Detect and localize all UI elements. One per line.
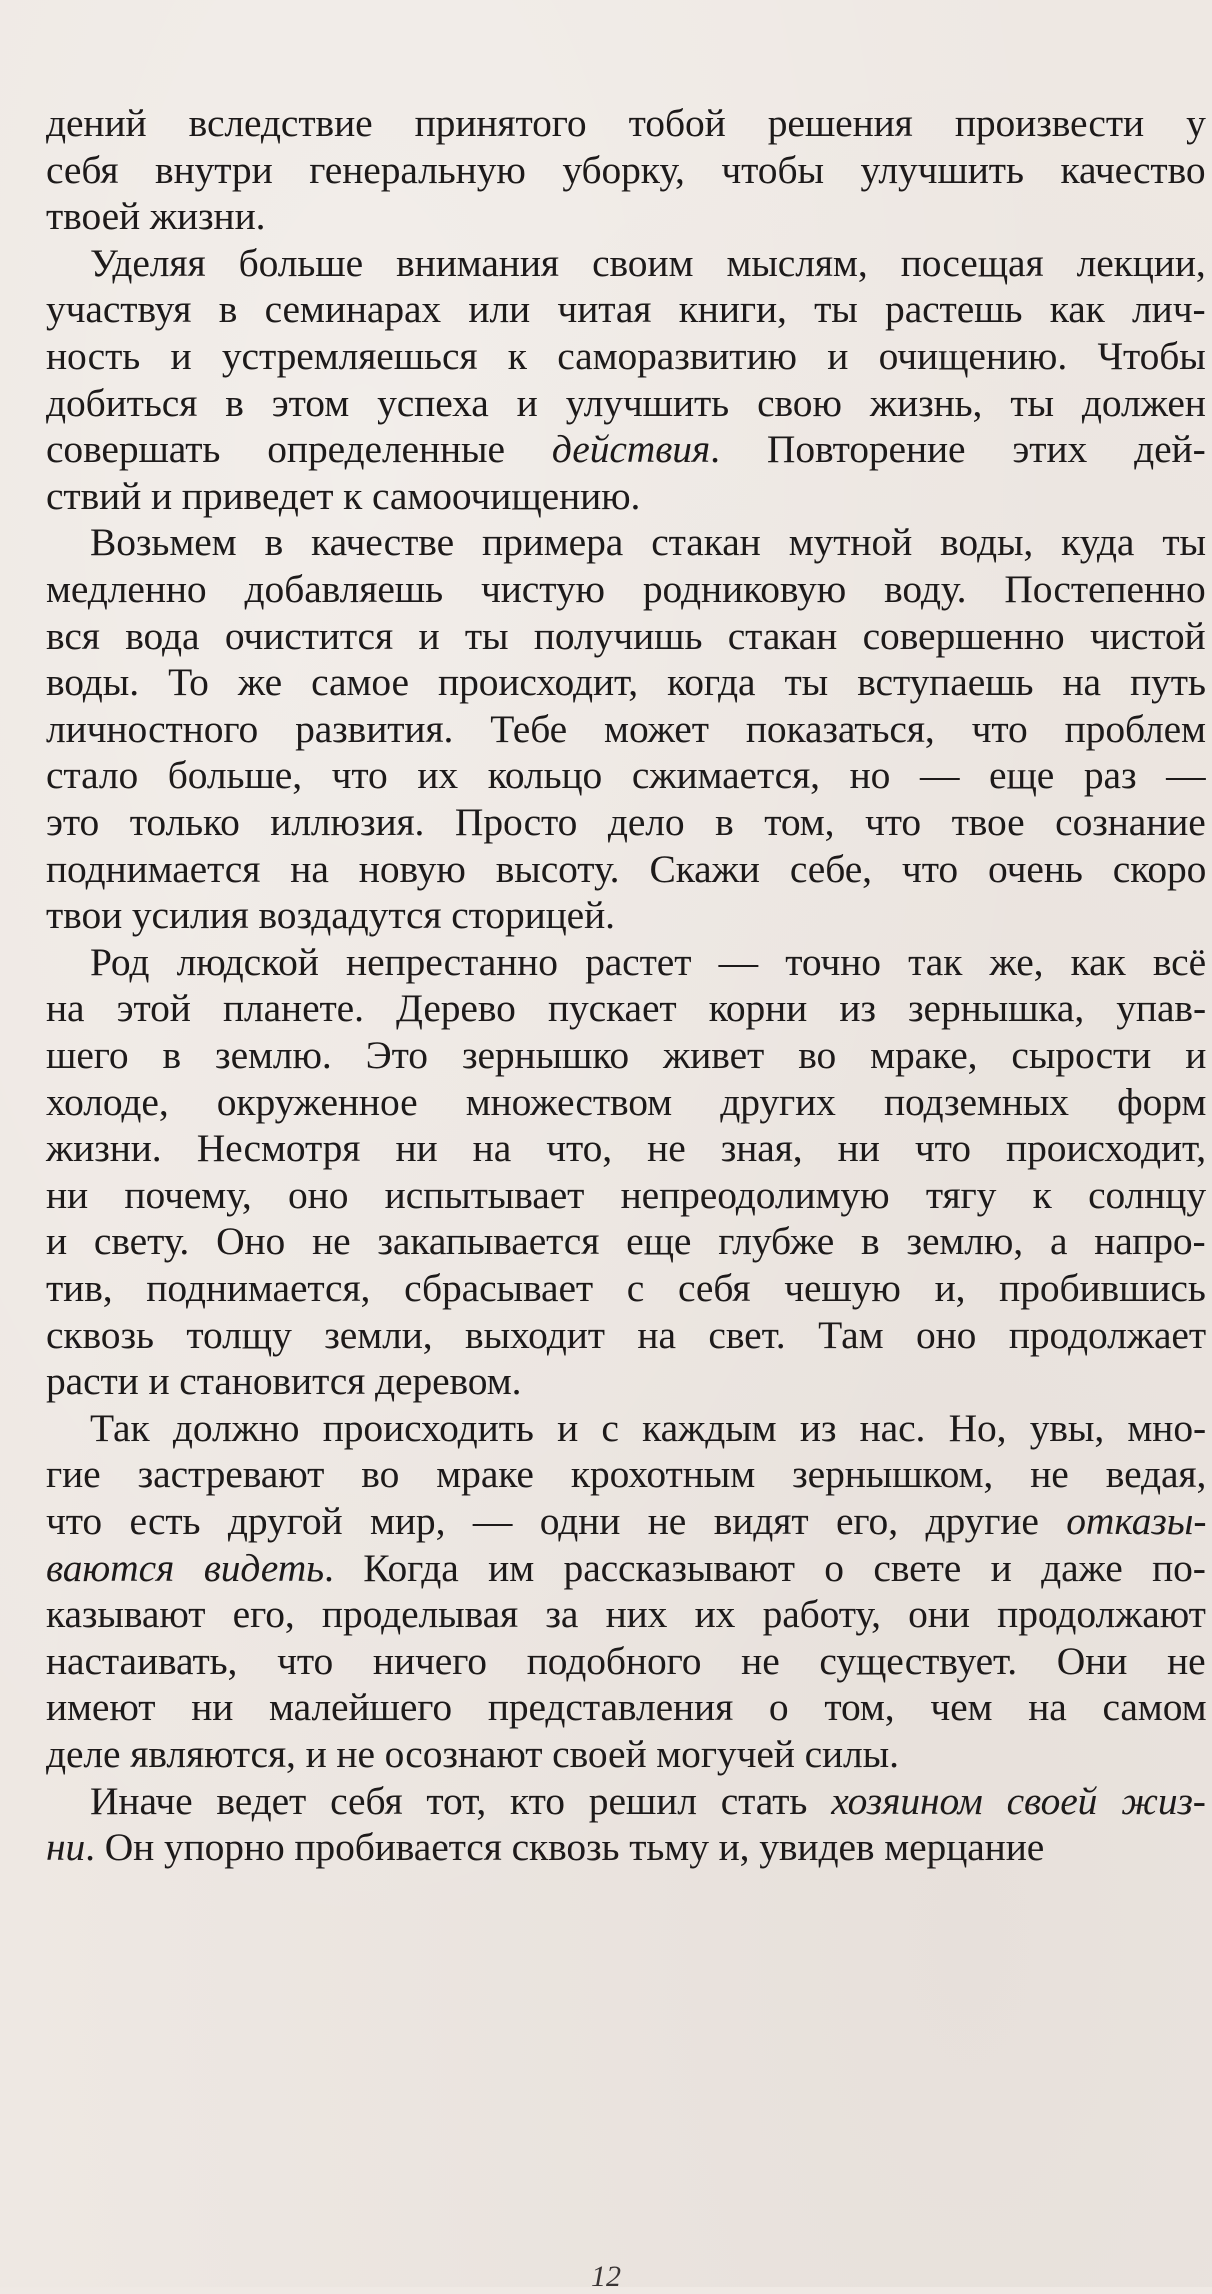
italic-phrase: хозяином своей жиз- <box>831 1778 1206 1823</box>
text-line <box>46 1172 1206 1218</box>
text-run: шего в землю. Это зернышко живет во мраке, сырости и <box>46 1033 1207 1077</box>
text-line <box>46 193 265 239</box>
text-run: ни почему, оно испытывает непреодолимую тягу к солнцу <box>46 1172 1206 1217</box>
text-run: Возьмем в качестве примера стакан мутной воды, куда ты <box>90 520 1206 565</box>
text-run: это только иллюзия. Просто дело в том, что твое сознание <box>46 800 1206 844</box>
paragraph-first-line <box>90 1778 1206 1824</box>
text-run: Иначе ведет себя тот, кто решил стать <box>90 1778 832 1823</box>
text-run: твои усилия воздадутся сторицей. <box>46 893 615 938</box>
text-run: участвуя в семинарах или читая книги, ты растешь как лич- <box>46 287 1206 332</box>
text-run: . Когда им рассказывают о свете и даже по- <box>324 1545 1206 1590</box>
text-run: вся вода очистится и ты получишь стакан совершенно чистой <box>46 613 1206 658</box>
text-run: настаивать, что ничего подобного не существует. Они не <box>46 1638 1206 1683</box>
text-run: тив, поднимается, сбрасывает с себя чешую и, пробившись <box>46 1266 1206 1310</box>
text-line <box>46 846 1206 892</box>
text-run: и свету. Оно не закапывается еще глубже в землю, а напро- <box>46 1219 1206 1264</box>
text-line <box>46 1591 1206 1637</box>
italic-phrase: отказы- <box>1066 1499 1207 1543</box>
text-run: гие застревают во мраке крохотным зернышком, не ведая, <box>46 1452 1207 1497</box>
text-line <box>46 613 1206 659</box>
text-run: ствий и приведет к самоочищению. <box>46 473 641 518</box>
text-line <box>46 1545 1206 1591</box>
text-run: стало больше, что их кольцо сжимается, но — еще раз — <box>46 753 1206 798</box>
text-line <box>46 799 1206 845</box>
page-number: 12 <box>591 2260 621 2293</box>
text-run: ность и устремляешься к саморазвитию и очищению. Чтобы <box>46 334 1206 378</box>
text-run: твоей жизни. <box>46 194 266 239</box>
text-line <box>46 1498 1206 1544</box>
text-run: Род людской непрестанно растет — точно так же, как всё <box>90 939 1207 984</box>
text-line <box>46 1218 1206 1264</box>
text-run: на этой планете. Дерево пускает корни из зернышка, упав- <box>46 986 1206 1031</box>
text-run: расти и становится деревом. <box>46 1359 522 1404</box>
text-run: добиться в этом успеха и улучшить свою жизнь, ты должен <box>46 380 1206 425</box>
text-run: Уделяя больше внимания своим мыслям, посещая лекции, <box>90 240 1206 285</box>
text-line <box>46 1265 1206 1311</box>
text-line <box>46 1684 1206 1730</box>
text-line <box>46 892 615 938</box>
text-line <box>46 473 640 519</box>
italic-phrase: ни <box>46 1825 86 1870</box>
text-run: дений вследствие принятого тобой решения произвести у <box>46 101 1206 145</box>
text-line <box>46 1032 1206 1078</box>
text-line <box>46 659 1206 705</box>
text-line <box>46 147 1206 193</box>
paragraph-first-line <box>90 240 1206 286</box>
text-line <box>46 1731 899 1777</box>
text-run: Так должно происходить и с каждым из нас. Но, увы, мно- <box>90 1405 1207 1450</box>
text-run: поднимается на новую высоту. Скажи себе, что очень скоро <box>46 846 1207 891</box>
text-run: . Повторение этих дей- <box>710 427 1206 472</box>
italic-phrase: действия <box>551 427 711 472</box>
text-run: себя внутри генеральную уборку, чтобы улучшить качество <box>46 147 1206 192</box>
text-line <box>46 100 1206 146</box>
text-run: что есть другой мир, — одни не видят его, другие <box>46 1499 1067 1543</box>
paragraph-first-line <box>90 519 1206 565</box>
text-line <box>46 333 1206 379</box>
italic-phrase: ваются видеть <box>46 1545 325 1590</box>
text-run: деле являются, и не осознают своей могучей силы. <box>46 1732 899 1776</box>
text-line <box>46 1451 1206 1497</box>
text-line <box>46 752 1206 798</box>
text-line <box>46 1358 521 1404</box>
text-line <box>46 426 1206 472</box>
text-line <box>46 1079 1206 1125</box>
text-line <box>46 706 1206 752</box>
text-run: личностного развития. Тебе может показаться, что проблем <box>46 706 1206 751</box>
text-line <box>46 1125 1206 1171</box>
text-run: имеют ни малейшего представления о том, чем на самом <box>46 1685 1207 1730</box>
paragraph-first-line <box>90 939 1206 985</box>
text-run: сквозь толщу земли, выходит на свет. Там оно продолжает <box>46 1312 1207 1357</box>
text-run: холоде, окруженное множеством других подземных форм <box>46 1079 1207 1124</box>
text-run: медленно добавляешь чистую родниковую воду. Постепенно <box>46 567 1206 611</box>
text-line <box>46 566 1206 612</box>
text-run: казывают его, проделывая за них их работу, они продолжают <box>46 1592 1206 1637</box>
text-line <box>46 380 1206 426</box>
text-line <box>46 286 1206 332</box>
text-run: жизни. Несмотря ни на что, не зная, ни что происходит, <box>46 1126 1206 1171</box>
text-line <box>46 1638 1206 1684</box>
text-run: . Он упорно пробивается сквозь тьму и, увидев мерцание <box>85 1825 1045 1870</box>
text-line <box>46 1312 1206 1358</box>
text-run: воды. То же самое происходит, когда ты вступаешь на путь <box>46 660 1206 705</box>
text-line <box>46 985 1206 1031</box>
paragraph-first-line <box>90 1405 1206 1451</box>
text-line <box>46 1824 1044 1870</box>
text-run: совершать определенные <box>46 427 552 472</box>
